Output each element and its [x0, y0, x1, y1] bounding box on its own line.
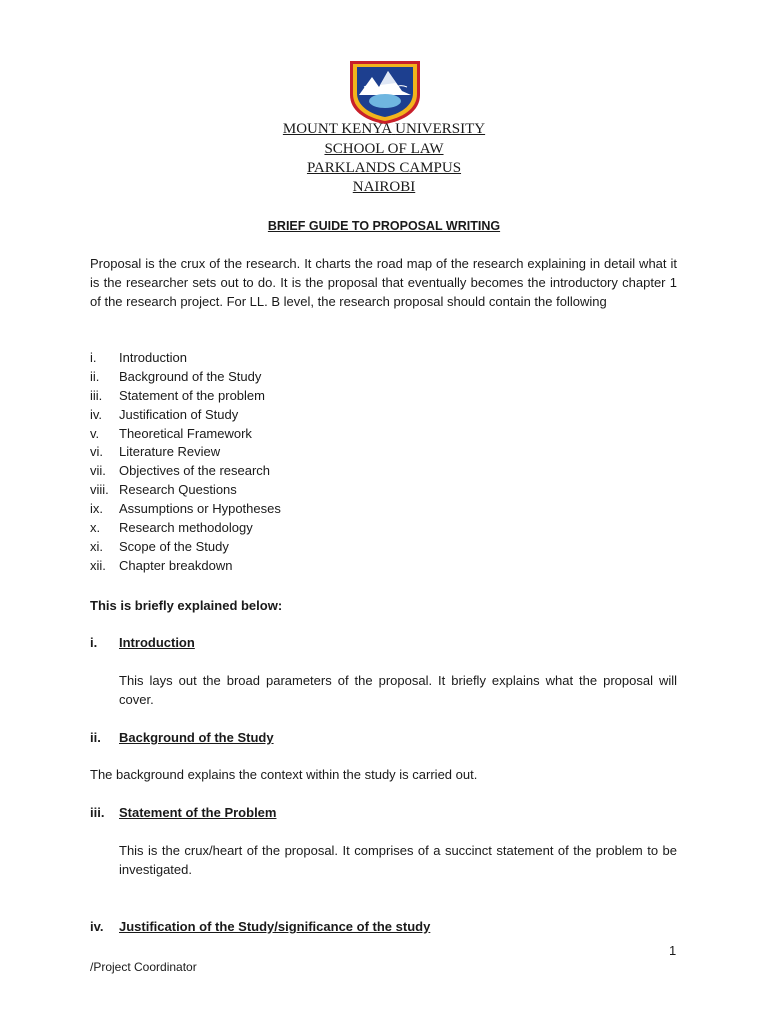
header-line-1 [0, 120, 768, 139]
list-item [90, 367, 281, 386]
section-title: Statement of the Problem [119, 805, 277, 820]
list-item-number: vii. [90, 463, 106, 479]
section-title: Justification of the Study/significance of the study [119, 919, 431, 934]
list-item-label: Literature Review [119, 444, 221, 460]
list-item-label: Justification of Study [119, 406, 239, 422]
list-item [90, 480, 281, 499]
list-item-label: Chapter breakdown [119, 557, 233, 573]
section-body-introduction: This lays out the broad parameters of the proposal. It briefly explains what the proposal will cover. [119, 673, 677, 707]
footer-text: /Project Coordinator [90, 960, 197, 974]
list-item-number: i. [90, 350, 97, 365]
section-title: Introduction [119, 635, 195, 650]
section-title: Background of the Study [119, 730, 274, 745]
explained-heading: This is briefly explained below: [90, 598, 283, 613]
section-heading-introduction [90, 633, 195, 652]
list-item-number: v. [90, 425, 100, 441]
list-item-number: ii. [90, 368, 100, 384]
document-title: BRIEF GUIDE TO PROPOSAL WRITING [267, 219, 501, 233]
header-school: SCHOOL OF LAW [324, 141, 444, 157]
list-item-label: Objectives of the research [119, 463, 271, 479]
header-city: NAIROBI [352, 179, 416, 195]
list-item [90, 537, 281, 556]
list-item [90, 386, 281, 405]
list-item-number: xii. [90, 557, 106, 573]
header-university: UNIVERSITY [395, 121, 486, 137]
list-item-label: Research methodology [119, 520, 253, 536]
list-item-label: Introduction [119, 350, 187, 365]
list-item-number: vi. [90, 444, 103, 460]
university-crest-logo [344, 57, 426, 125]
list-item-number: x. [90, 520, 101, 536]
list-item-label: Research Questions [119, 482, 237, 498]
list-item [90, 348, 281, 367]
list-item-number: xi. [90, 538, 103, 554]
list-item-number: ix. [90, 501, 103, 517]
section-number: iii. [90, 805, 105, 820]
list-item-label: Scope of the Study [119, 538, 229, 554]
list-item-number: viii. [90, 482, 109, 498]
list-item [90, 518, 281, 537]
section-number: i. [90, 635, 98, 650]
section-number: ii. [90, 730, 101, 745]
list-item-number: iv. [90, 406, 103, 422]
header-mount-kenya: MOUNT KENYA [282, 121, 392, 137]
list-item-label: Background of the Study [119, 368, 262, 384]
list-item [90, 499, 281, 518]
list-item [90, 461, 281, 480]
section-heading-justification [90, 917, 430, 936]
list-item-label: Assumptions or Hypotheses [119, 501, 281, 517]
section-heading-statement [90, 803, 276, 822]
section-body-statement: This is the crux/heart of the proposal. It comprises of a succinct statement of the problem to be investigated. [119, 843, 677, 877]
list-item [90, 556, 281, 575]
intro-paragraph: Proposal is the crux of the research. It charts the road map of the research explaining in detail what it is the researcher sets out to do. It is the proposal that eventually becomes the introductory chapter 1 of the research project. For LL. B level, the research proposal should contain the following [90, 256, 677, 309]
list-item [90, 424, 281, 443]
header-campus: PARKLANDS CAMPUS [306, 160, 462, 176]
page-number: 1 [669, 943, 677, 958]
section-body-background: The background explains the context within the study is carried out. [90, 767, 478, 782]
list-item [90, 442, 281, 461]
list-item-number: iii. [90, 387, 103, 403]
list-item [90, 405, 281, 424]
contents-list [90, 348, 281, 575]
list-item-label: Statement of the problem [119, 387, 265, 403]
section-number: iv. [90, 919, 104, 934]
section-heading-background [90, 728, 274, 747]
list-item-label: Theoretical Framework [119, 425, 252, 441]
